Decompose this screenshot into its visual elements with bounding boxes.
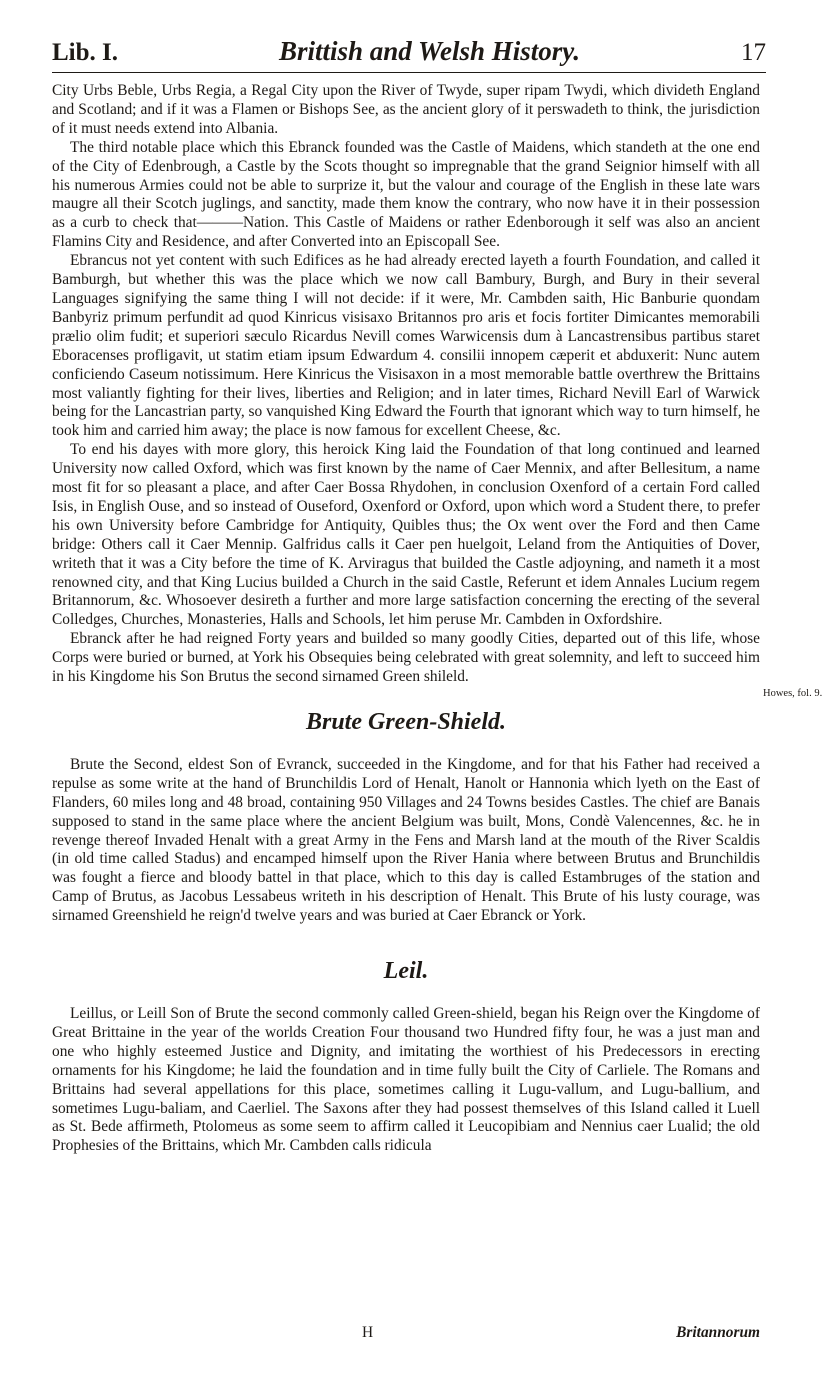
section-title-leil: Leil. [383, 958, 429, 985]
page-number: 17 [740, 39, 766, 66]
running-title: Brittish and Welsh History. [278, 36, 581, 66]
paragraph-5: Ebranck after he had reigned Forty years and builded so many goodly Cities, departed out of this life, whose Corps were buried or burned, at York his Obsequies being celebrated with great solemnity, and left to succeed him in his Kingdome his Son Brutus the second sirnamed Green shileld. [52, 630, 760, 686]
section-title-brute: Brute Green-Shield. [305, 709, 506, 735]
paragraph-4: To end his dayes with more glory, this heroick King laid the Foundation of that long continued and learned University now called Oxford, which was first known by the name of Caer Mennix, and after Bellesitum, a name most fit for so pleasant a place, and after Caer Bossa Rhydohen, in conclusion Oxenford of a certain Ford called Isis, in English Ouse, and so instead of Ouseford, Oxenford or Oxford, upon which word a Student there, to prefer his own University before Cambridge for Antiquity, Quibles thus; the Ox went over the Ford and then Came bridge: Others call it Caer Mennip. Galfridus calls it Caer pen huelgoit, Leland from the Antiquities of Dover, writeth that it was a City before the time of K. Arviragus that builded the Castle adjoyning, and nameth it a most renowned city, and that King Lucius builded a Church in the said Castle, Referunt et idem Annales Lucium regem Britannorum, &c. Whosoever desireth a further and more large satisfaction concerning the erecting of the several Colledges, Churches, Monasteries, Halls and Schools, let him peruse Mr. Cambden in Oxfordshire. [52, 441, 760, 629]
signature-mark: H [362, 1324, 374, 1341]
page-footer [52, 1324, 760, 1343]
paragraph-brute: Brute the Second, eldest Son of Evranck, succeeded in the Kingdome, and for that his Father had received a repulse as some write at the hand of Brunchildis Lord of Henalt, Hanolt or Hannonia which lyeth on the East of Flanders, 60 miles long and 48 broad, containing 950 Villages and 24 Towns besides Castles. The chief are Banais supposed to stand in the same place where the ancient Belgium was built, Mons, Condè Valencennes, &c. he in revenge thereof Invaded Henalt with a great Army in the Fens and Marsh land at the mouth of the River Scaldis (in old time called Stadus) and encamped himself upon the River Hania where between Brutus and Brunchildis was fought a fierce and bloody battel in that place, which to this day is called Estambruges of the station and Camp of Brutus, as Jacobus Lessabeus writeth in his description of Henalt. This Brute of his lusty courage, was sirnamed Greenshield he reign'd twelve years and was buried at Caer Ebranck or York. [52, 755, 760, 925]
paragraph-3: Ebrancus not yet content with such Edifices as he had already erected layeth a fourth Foundation, and called it Bamburgh, but whether this was the place which we now call Bambury, Burgh, and Bury in their several Languages signifying the same thing I will not decide: if it were, Mr. Cambden saith, Hic Banburie quondam Banbyriz primum perfundit ad quod Kinricus visisaxo Britannos pro aris et focis fortiter Dimicantes memorabili prælio olim fudit; et superiori sæculo Ricardus Nevill comes Warwicensis dum à Lancastrensibus partibus staret Eboracenses profligavit, ut statim etiam ipsum Edwardum 4. consilii innopem cæperit et abduxerit: Nunc autem conficiendo Caseum notissimum. Here Kinricus the Visisaxon in a most memorable battle overthrew the Brittains most valiantly fighting for their lives, liberties and Religion; and in later times, Richard Nevill Earl of Warwick being for the Lancastrian party, so vanquished King Edward the Fourth that ignorant which way to turn himself, he took him and carried him away; the place is now famous for excellent Cheese, &c. [52, 252, 760, 440]
paragraph-1: City Urbs Beble, Urbs Regia, a Regal City upon the River of Twyde, super ripam Twydi, which divideth England and Scotland; and if it was a Flamen or Bishops See, as the ancient glory of it perswadeth to think, the jurisdiction of it must needs extend into Albania. [52, 82, 760, 137]
page-body [52, 82, 760, 1156]
book-label: Lib. I. [52, 39, 119, 66]
paragraph-2: The third notable place which this Ebranck founded was the Castle of Maidens, which standeth at the one end of the City of Edenbrough, a Castle by the Scots thought so impregnable that the grand Seignior himself with all his numerous Armies could not be able to surprize it, but the valour and courage of the English in these late wars maugre all their Scotch juglings, and sanctity, made them know the contrary, who now have it in their possession as a curb to check that———Nation. This Castle of Maidens or rather Edenborough it self was also an ancient Flamins City and Residence, and after Converted into an Episcopall See. [52, 138, 760, 251]
paragraph-leil: Leillus, or Leill Son of Brute the second commonly called Green-shield, began his Reign over the Kingdome of Great Brittaine in the year of the worlds Creation Four thousand two Hundred fifty four, he was a just man and one who highly esteemed Justice and Dignity, and imitating the worthiest of his Predecessors in erecting ornaments for his Kingdome; he laid the foundation and in time fully built the City of Carliele. The Romans and Brittains had several appellations for this place, sometimes calling it Lugu-vallum, and Lugu-ballium, and sometimes Lugu-baliam, and Caerliel. The Saxons after they had possest themselves of this Island called it Luell as St. Bede affirmeth, Ptolomeus as some seem to affirm called it Leucopibiam and Nennius caer Lualid; the old Prophesies of the Brittains, which Mr. Cambden calls ridicula [52, 1004, 760, 1155]
catchword: Britannorum [676, 1324, 760, 1341]
margin-note: Howes, fol. 9. [763, 688, 822, 699]
running-header [52, 36, 766, 70]
header-rule [52, 72, 766, 73]
